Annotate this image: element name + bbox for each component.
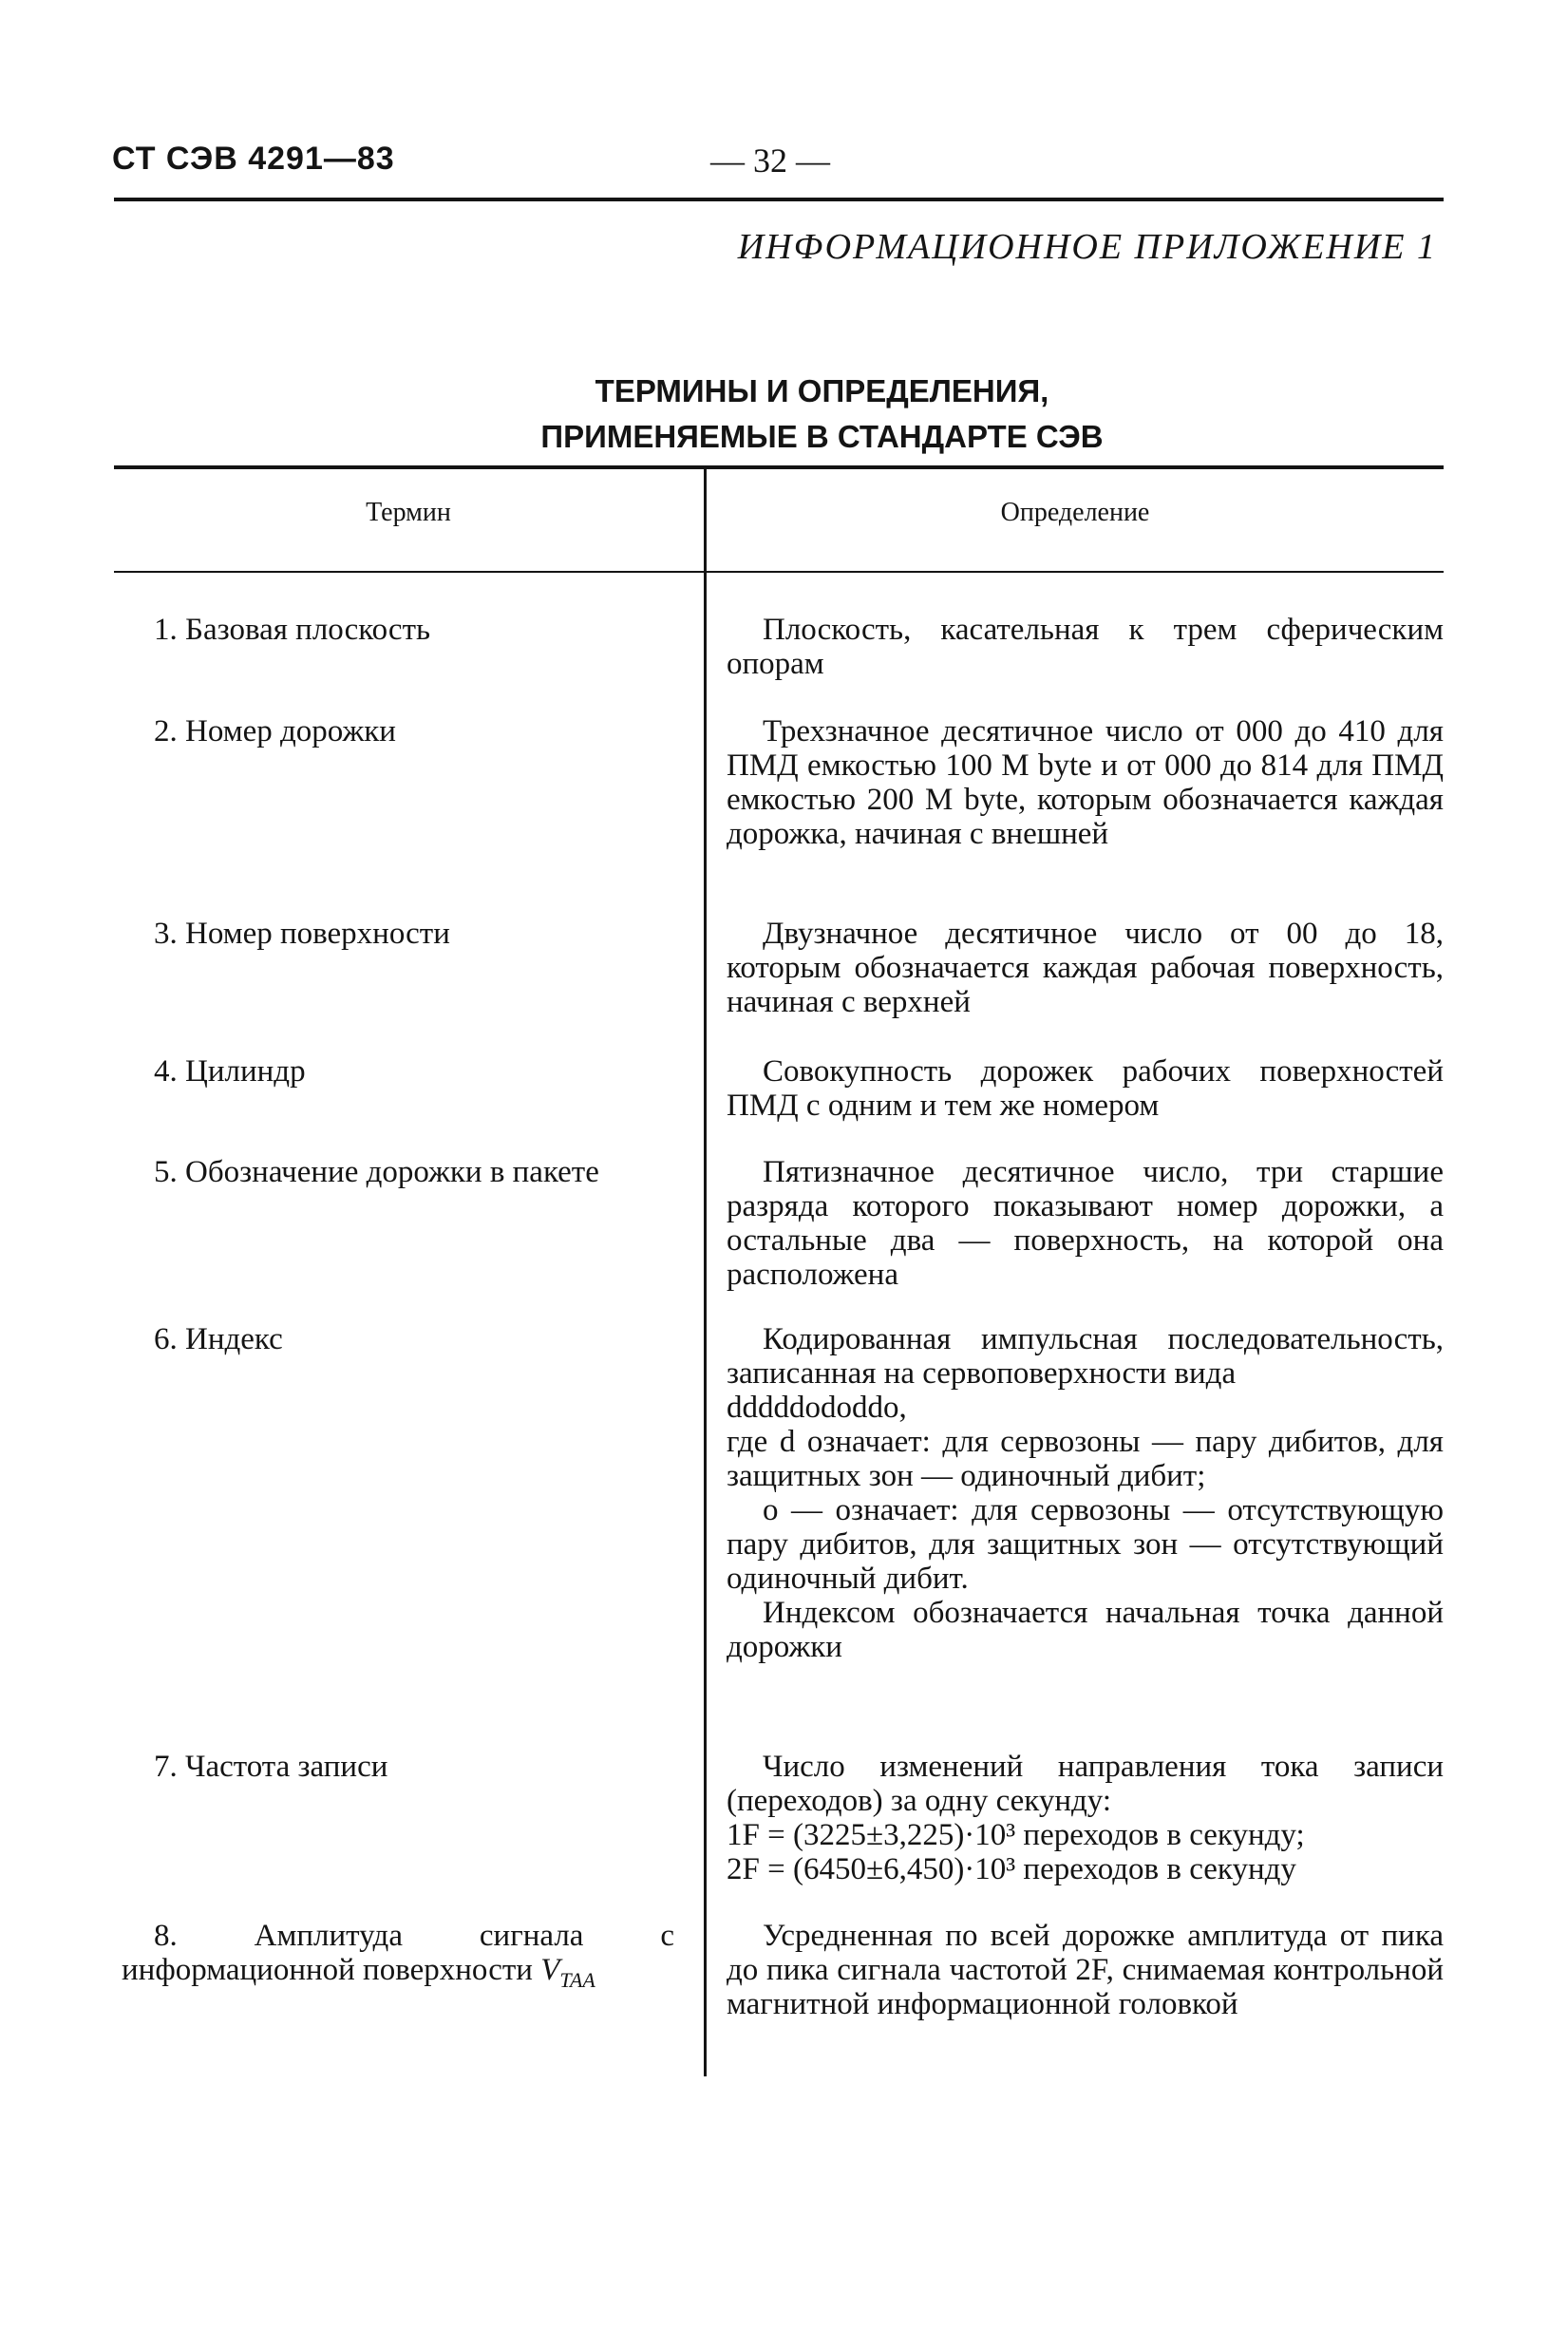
definition-2 <box>727 714 1444 851</box>
page-number: — 32 — <box>710 142 830 180</box>
definition-2-text: Трехзначное десятичное число от 000 до 410 для ПМД емкостью 100 M byte и от 000 до 814 для ПМД емкостью 200 M byte, которым обозначается каждая дорожка, начиная с внешней <box>727 714 1444 851</box>
term-5: 5. Обозначение дорожки в пакете <box>154 1155 599 1189</box>
table-top-rule <box>114 465 1444 469</box>
term-7: 7. Частота записи <box>154 1750 388 1784</box>
definition-7-line3: 2F = (6450±6,450)·10³ переходов в секунду <box>727 1852 1296 1886</box>
header-rule <box>114 198 1444 201</box>
definition-6-line3: где d означает: для сервозоны — пару дибитов, для защитных зон — одиночный дибит; <box>727 1425 1444 1493</box>
definition-6-line5: Индексом обозначается начальная точка данной дорожки <box>727 1596 1444 1664</box>
term-6: 6. Индекс <box>154 1322 283 1356</box>
section-title <box>0 369 1568 460</box>
term-3: 3. Номер поверхности <box>154 917 450 951</box>
column-header-definition: Определение <box>1000 498 1150 527</box>
annex-label: ИНФОРМАЦИОННОЕ ПРИЛОЖЕНИЕ 1 <box>737 227 1437 267</box>
section-title-line2: ПРИМЕНЯЕМЫЕ В СТАНДАРТЕ СЭВ <box>540 419 1104 454</box>
definition-7-line1: Число изменений направления тока записи (переходов) за одну секунду: <box>727 1750 1444 1818</box>
document-code: СТ СЭВ 4291—83 <box>112 141 395 177</box>
definition-5 <box>727 1155 1444 1292</box>
term-8-symbol-letter: V <box>540 1953 560 1987</box>
definition-3 <box>727 917 1444 1019</box>
definition-3-text: Двузначное десятичное число от 00 до 18, которым обозначается каждая рабочая поверхность, начиная с верхней <box>727 917 1444 1019</box>
definition-4 <box>727 1054 1444 1123</box>
definition-7-line2: 1F = (3225±3,225)·10³ переходов в секунду; <box>727 1818 1305 1852</box>
term-2: 2. Номер дорожки <box>154 714 396 748</box>
definition-6-line4: о — означает: для сервозоны — отсутствующую пару дибитов, для защитных зон — отсутствующий одиночный дибит. <box>727 1493 1444 1596</box>
term-1: 1. Базовая плоскость <box>154 613 431 647</box>
table-column-divider <box>704 469 707 2076</box>
definition-6 <box>727 1322 1444 1664</box>
table-header-rule <box>114 571 1444 573</box>
section-title-line1: ТЕРМИНЫ И ОПРЕДЕЛЕНИЯ, <box>595 373 1049 408</box>
definition-6-line1: Кодированная импульсная последовательность, записанная на сервоповерхности вида <box>727 1322 1444 1391</box>
definition-6-line2: dddddododdo, <box>727 1391 907 1425</box>
term-8-symbol-subscript: TAA <box>559 1968 595 1992</box>
definition-1 <box>727 613 1444 681</box>
definition-7 <box>727 1750 1444 1886</box>
definition-4-text: Совокупность дорожек рабочих поверхностей ПМД с одним и тем же номером <box>727 1054 1444 1123</box>
term-8-symbol <box>540 1953 595 1992</box>
definition-8 <box>727 1919 1444 2021</box>
column-header-term: Термин <box>366 498 451 527</box>
term-8 <box>122 1919 674 1990</box>
definition-5-text: Пятизначное десятичное число, три старшие разряда которого показывают номер дорожки, а остальные два — поверхность, на которой она расположена <box>727 1155 1444 1292</box>
definition-1-text: Плоскость, касательная к трем сферическим опорам <box>727 613 1444 681</box>
term-8-text: 8. Амплитуда сигнала с информационной поверхности <box>122 1919 674 1987</box>
term-4: 4. Цилиндр <box>154 1054 306 1089</box>
definition-8-text: Усредненная по всей дорожке амплитуда от пика до пика сигнала частотой 2F, снимаемая контрольной магнитной информационной головкой <box>727 1919 1444 2021</box>
